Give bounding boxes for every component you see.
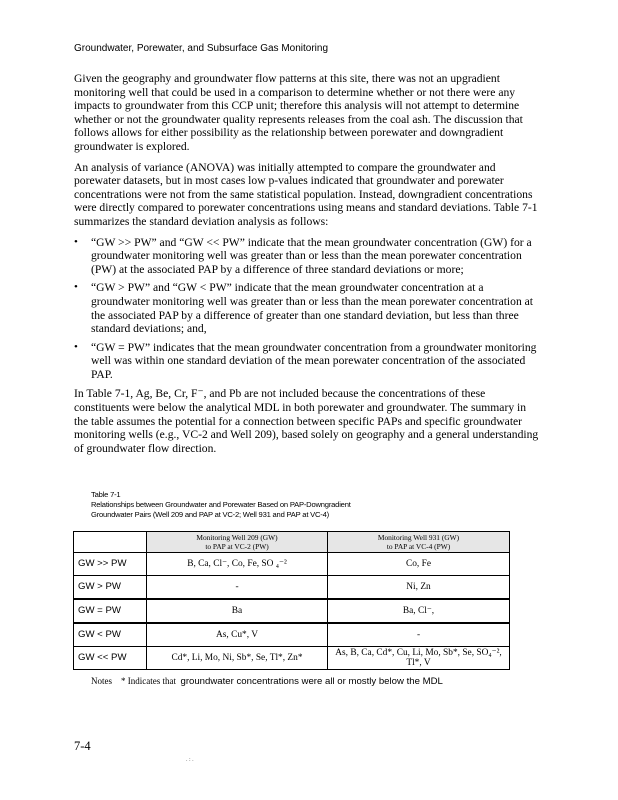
header-well-931-line2: to PAP at VC-4 (PW) [386,542,451,551]
header-blank-cell [74,532,147,553]
bullet-icon: • [74,235,78,248]
table-notes [91,676,443,687]
paragraph-1: Given the geography and groundwater flow patterns at this site, there was not an upgradient monitoring well that could be used in a comparison to determine whether or not there were any impacts to groundwater from this CCP unit; therefore this analysis will not attempt to determine whether or not the groundwater quality represents releases from the coal ash. The discussion that follows allows for either possibility as the relationship between porewater and downgradient groundwater is explored. [74,72,523,153]
paragraph-3: In Table 7-1, Ag, Be, Cr, F⁻, and Pb are not included because the concentrations of these constituents were below the analytical MDL in both porewater and groundwater. The summary in the table assumes the potential for a connection between specific PAPs and specific groundwater monitoring wells (e.g., VC-2 and Well 209), based solely on geography and a general understanding of groundwater flow direction. [74,387,539,455]
paragraph-2: An analysis of variance (ANOVA) was initially attempted to compare the groundwater and porewater datasets, but in most cases low p-values indicated that groundwater and porewater concentrations were not from the same statistical population. Instead, downgradient concentrations were directly compared to porewater concentrations using means and standard deviations. Table 7-1 summarizes the standard deviation analysis as follows: [74,160,538,228]
running-header: Groundwater, Porewater, and Subsurface Gas Monitoring [74,43,329,54]
well-931-cell: Co, Fe [328,553,510,576]
table-row [74,647,510,670]
caption-line-2: Groundwater Pairs (Well 209 and PAP at VC-2; Well 931 and PAP at VC-4) [91,510,329,519]
bullet-item [74,236,542,277]
table-row [74,553,510,576]
header-well-209-line1: Monitoring Well 209 (GW) [196,533,278,542]
bullet-text: “GW >> PW” and “GW << PW” indicate that the mean groundwater concentration (GW) for a groundwater monitoring well was greater than or less than the mean porewater concentration (PW) at the associated PAP by a difference of three standard deviations or more; [91,235,532,276]
page-number: 7-4 [74,739,91,753]
well-209-cell: Ba [147,599,328,623]
well-209-cell: B, Ca, Cl⁻, Co, Fe, SO ₄⁻² [147,553,328,576]
notes-text-1: * Indicates that [121,676,176,686]
row-label: GW > PW [74,576,147,600]
table-caption [91,490,351,520]
header-well-209-line2: to PAP at VC-2 (PW) [205,542,269,551]
bullet-item [74,341,542,382]
bullet-text: “GW = PW” indicates that the mean groundwater concentration from a groundwater monitoring well was within one standard deviation of the mean porewater concentration of the associated PAP. [91,340,537,381]
well-931-cell: - [328,623,510,647]
well-209-cell: As, Cu*, V [147,623,328,647]
table-header-row [74,532,510,553]
bullet-icon: • [74,340,78,353]
footer-mark: . : . [186,757,194,763]
row-label: GW < PW [74,623,147,647]
well-931-cell: As, B, Ca, Cd*, Cu, Li, Mo, Sb*, Se, SO₄⁻², Tl*, V [328,647,510,670]
table-row [74,599,510,623]
row-label: GW = PW [74,599,147,623]
caption-line-1: Relationships between Groundwater and Porewater Based on PAP-Downgradient [91,500,351,509]
header-well-931-line1: Monitoring Well 931 (GW) [377,533,460,542]
header-well-931 [328,532,510,553]
caption-label: Table 7-1 [91,490,121,499]
row-label: GW >> PW [74,553,147,576]
row-label: GW << PW [74,647,147,670]
well-209-cell: - [147,576,328,600]
bullet-list [74,236,542,382]
body-text [74,72,542,462]
bullet-item [74,281,542,335]
well-931-cell: Ni, Zn [328,576,510,600]
bullet-text: “GW > PW” and “GW < PW” indicate that the mean groundwater concentration at a groundwater monitoring well was greater than or less than the mean porewater concentration at the associated PAP by a difference of greater than one standard deviation, but less than three standard deviations; and, [91,281,534,336]
notes-label: Notes [91,676,112,686]
notes-text-2: groundwater concentrations were all or mostly below the MDL [180,676,443,687]
table-row [74,576,510,600]
well-931-cell: Ba, Cl⁻, [328,599,510,623]
well-209-cell: Cd*, Li, Mo, Ni, Sb*, Se, Tl*, Zn* [147,647,328,670]
table-row [74,623,510,647]
bullet-icon: • [74,281,78,294]
header-well-209 [147,532,328,553]
relationship-table [73,531,510,670]
